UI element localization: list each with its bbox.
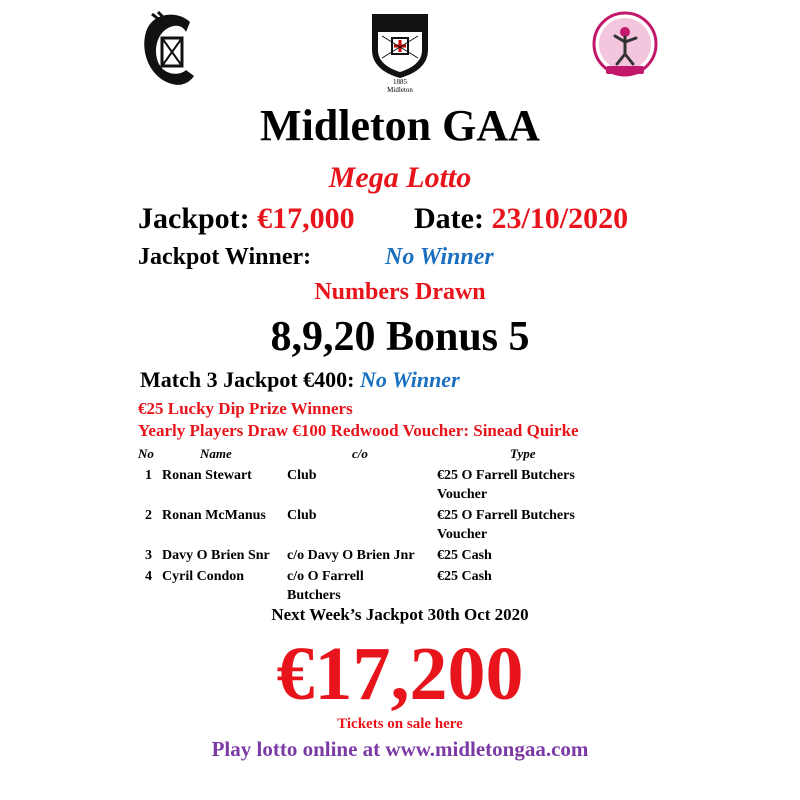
lucky-dip-title: €25 Lucky Dip Prize Winners [138, 399, 353, 418]
table-header-co: c/o [352, 446, 368, 461]
table-row-type-line1: €25 Cash [437, 548, 492, 563]
match3-winner: No Winner [359, 367, 460, 392]
jackpot-amount: €17,000 [257, 202, 355, 235]
midleton-gaa-crest-logo [368, 10, 432, 96]
table-row-name: Cyril Condon [162, 569, 245, 584]
table-row-co: c/o O Farrell Butchers [287, 569, 364, 603]
date-label: Date: [414, 202, 484, 235]
match3-label: Match 3 Jackpot €400: [140, 367, 355, 392]
table-header-type: Type [510, 446, 536, 461]
table-row-type [437, 466, 627, 504]
numbers-drawn: 8,9,20 Bonus 5 [270, 314, 530, 360]
jackpot-winner: No Winner [385, 244, 494, 270]
numbers-drawn-label: Numbers Drawn [314, 279, 486, 305]
draw-date-line [414, 201, 628, 237]
table-row-type [437, 546, 492, 565]
table-header-no: No [138, 446, 154, 461]
table-row-co: Club [287, 508, 317, 523]
ladies-football-logo [590, 10, 660, 80]
table-row-type [437, 567, 492, 586]
table-row-type-line1: €25 O Farrell Butchers [437, 468, 575, 483]
table-row-no: 2 [145, 508, 152, 523]
table-row-co: Club [287, 468, 317, 483]
jackpot-line [138, 201, 355, 237]
table-row-name: Ronan McManus [162, 508, 266, 523]
table-row-no: 4 [145, 569, 152, 584]
table-row-no: 1 [145, 468, 152, 483]
table-row-name: Ronan Stewart [162, 468, 252, 483]
next-week-label: Next Week’s Jackpot 30th Oct 2020 [271, 605, 529, 624]
table-row-type-line1: €25 Cash [437, 569, 492, 584]
table-row-type-line2: Voucher [437, 487, 488, 502]
subtitle: Mega Lotto [328, 161, 472, 194]
page-title: Midleton GAA [260, 101, 540, 150]
jackpot-label: Jackpot: [138, 202, 250, 235]
draw-date: 23/10/2020 [491, 202, 629, 235]
table-row-type-line1: €25 O Farrell Butchers [437, 508, 575, 523]
camogie-crest-logo [138, 8, 200, 90]
jackpot-winner-label: Jackpot Winner: [138, 244, 312, 270]
table-row-co: c/o Davy O Brien Jnr [287, 548, 415, 563]
table-row-no: 3 [145, 548, 152, 563]
yearly-draw: Yearly Players Draw €100 Redwood Voucher: Sinead Quirke [138, 421, 579, 440]
next-week-amount: €17,200 [276, 632, 524, 716]
match3-line [140, 366, 460, 394]
play-online-link[interactable]: Play lotto online at www.midletongaa.com [211, 737, 589, 761]
table-row-name: Davy O Brien Snr [162, 548, 270, 563]
table-header-name: Name [200, 446, 232, 461]
crest-place: Midleton [387, 86, 413, 94]
table-row-type-line2: Voucher [437, 527, 488, 542]
table-row-type [437, 506, 627, 544]
tickets-note: Tickets on sale here [337, 716, 463, 732]
crest-year: 1885 [393, 78, 407, 86]
